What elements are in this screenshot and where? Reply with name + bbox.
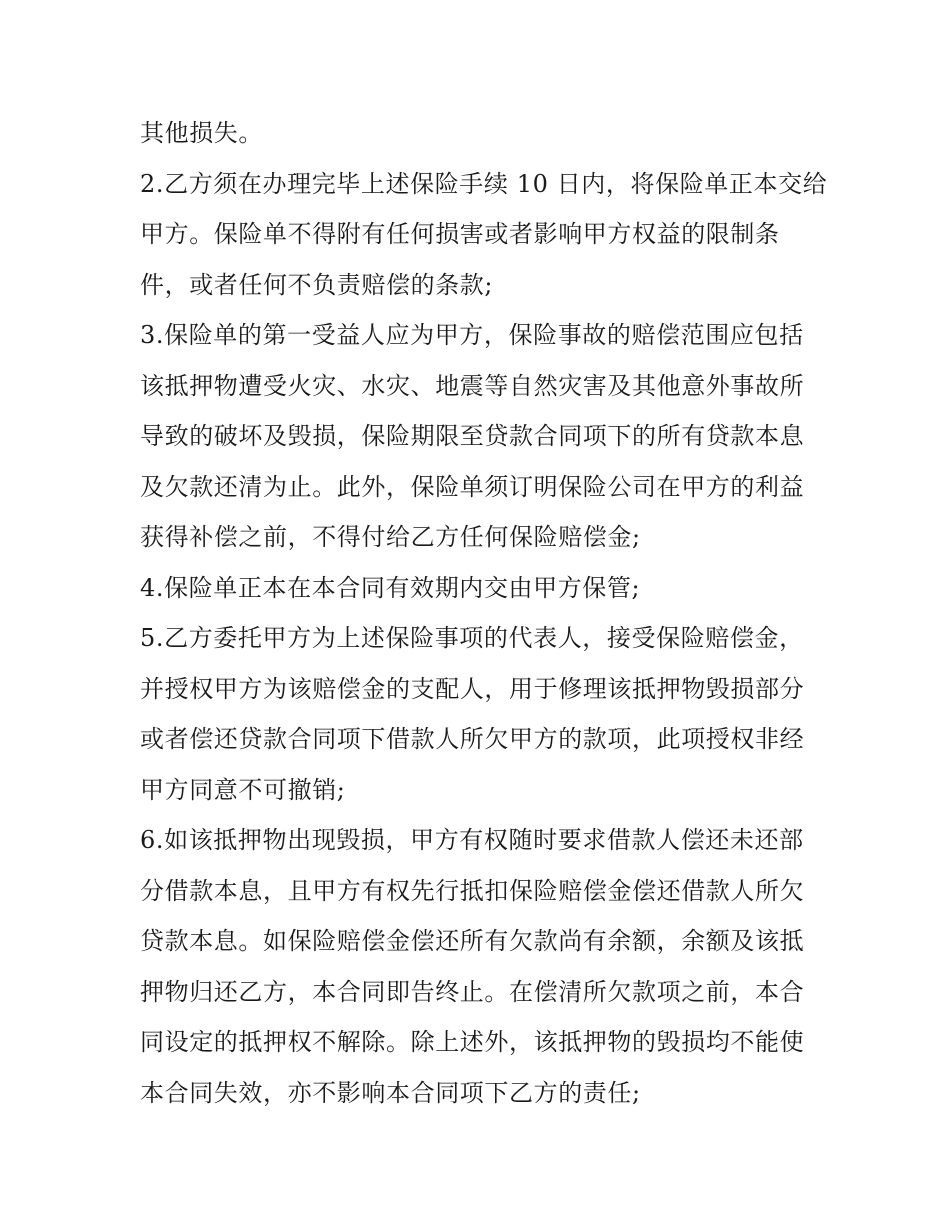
text-line: 其他损失。 [140, 119, 263, 147]
document-body [140, 108, 828, 1118]
text-line: 5.乙方委托甲方为上述保险事项的代表人，接受保险赔偿金， [140, 624, 804, 652]
text-line: 获得补偿之前，不得付给乙方任何保险赔偿金; [140, 523, 641, 551]
text-line: 分借款本息，且甲方有权先行抵扣保险赔偿金偿还借款人所欠 [140, 876, 805, 905]
text-line: 导致的破坏及毁损，保险期限至贷款合同项下的所有贷款本息 [140, 422, 805, 450]
text-line: 或者偿还贷款合同项下借款人所欠甲方的款项，此项授权非经 [140, 725, 805, 753]
text-line: 同设定的抵押权不解除。除上述外，该抵押物的毁损均不能使 [140, 1028, 805, 1056]
text-line: 及欠款还清为止。此外，保险单须订明保险公司在甲方的利益 [140, 472, 805, 501]
text-line: 甲方。保险单不得附有任何损害或者影响甲方权益的限制条 [140, 220, 780, 248]
text-line: 3.保险单的第一受益人应为甲方，保险事故的赔偿范围应包括 [140, 321, 804, 349]
text-line: 甲方同意不可撤销; [140, 775, 346, 804]
text-line: 2.乙方须在办理完毕上述保险手续 10 日内，将保险单正本交给 [140, 169, 828, 198]
text-line: 贷款本息。如保险赔偿金偿还所有欠款尚有余额，余额及该抵 [140, 927, 805, 955]
text-line: 6.如该抵押物出现毁损，甲方有权随时要求借款人偿还未还部 [140, 826, 804, 854]
text-line: 件，或者任何不负责赔偿的条款; [140, 270, 494, 299]
text-line: 押物归还乙方，本合同即告终止。在偿清所欠款项之前，本合 [140, 977, 805, 1006]
text-line: 4.保险单正本在本合同有效期内交由甲方保管; [140, 573, 641, 602]
text-line: 本合同失效，亦不影响本合同项下乙方的责任; [140, 1078, 641, 1107]
text-line: 该抵押物遭受火灾、水灾、地震等自然灾害及其他意外事故所 [140, 371, 805, 400]
text-line: 并授权甲方为该赔偿金的支配人，用于修理该抵押物毁损部分 [140, 674, 805, 703]
